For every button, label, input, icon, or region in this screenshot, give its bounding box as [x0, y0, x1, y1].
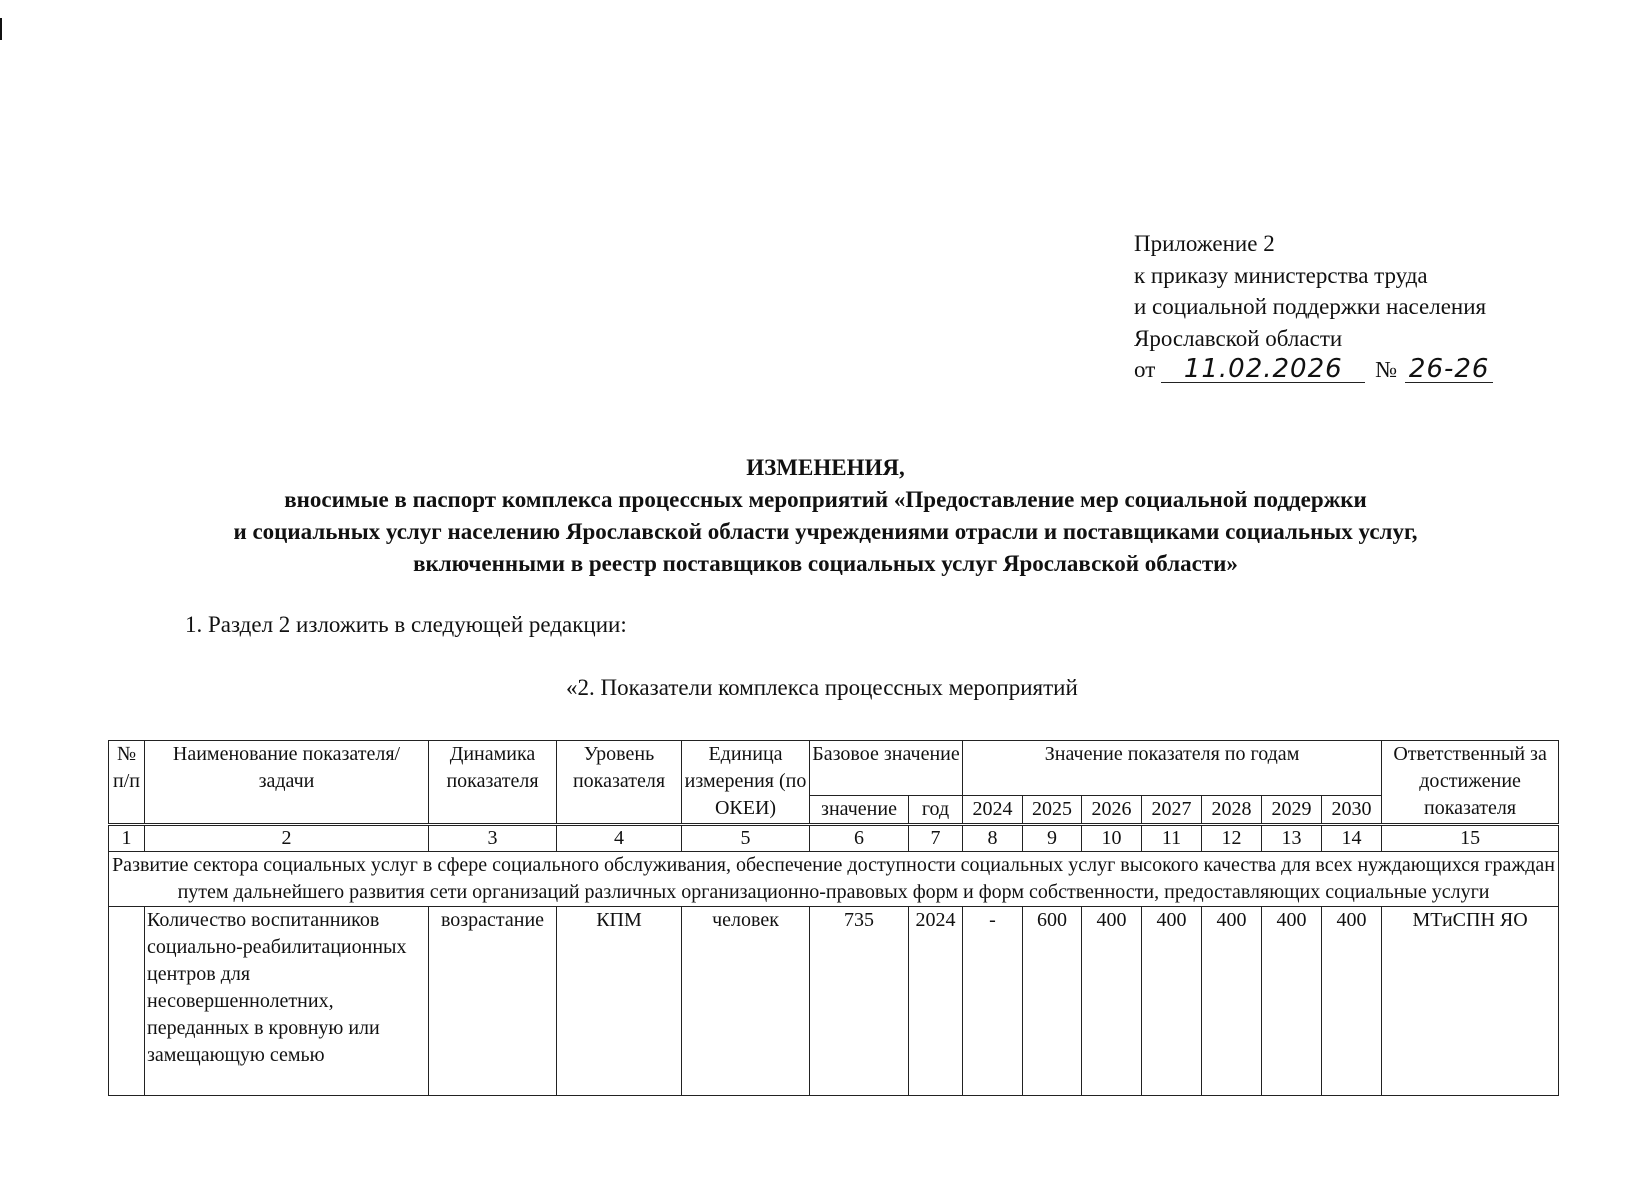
- section-title: «2. Показатели комплекса процессных мероприятий: [566, 675, 1078, 700]
- header-base-year: год: [909, 796, 963, 825]
- column-number: 10: [1082, 825, 1142, 852]
- section-row: Развитие сектора социальных услуг в сфере социального обслуживания, обеспечение доступности социальных услуг высокого качества для всех нуждающихся граждан путем дальнейшего развития сети организаций различных организационно-правовых форм и форм собственности, предоставляющих социальные услуги: [109, 852, 1559, 907]
- title-line-4: включенными в реестр поставщиков социальных услуг Ярославской области»: [413, 551, 1238, 576]
- appendix-line-3: и социальной поддержки населения: [1134, 294, 1487, 319]
- column-number: 11: [1142, 825, 1202, 852]
- row-name: Количество воспитанников социально-реабилитационных центров для несовершеннолетних, переданных в кровную или замещающую семью: [145, 907, 429, 1096]
- header-responsible: Ответственный за достижение показателя: [1382, 741, 1559, 825]
- indicators-table: [108, 740, 1559, 1096]
- column-number: 3: [429, 825, 557, 852]
- column-number: 13: [1262, 825, 1322, 852]
- appendix-block: [1134, 228, 1493, 386]
- row-value-2025: 600: [1023, 907, 1082, 1096]
- row-base-year: 2024: [909, 907, 963, 1096]
- header-base: Базовое значение: [810, 741, 963, 796]
- row-value-2030: 400: [1322, 907, 1382, 1096]
- title-line-2: вносимые в паспорт комплекса процессных мероприятий «Предоставление мер социальной поддержки: [284, 487, 1367, 512]
- appendix-date-line: [1134, 354, 1493, 386]
- appendix-line-4: Ярославской области: [1134, 325, 1343, 351]
- row-value-2028: 400: [1202, 907, 1262, 1096]
- row-value-2026: 400: [1082, 907, 1142, 1096]
- date-prefix: от: [1134, 357, 1156, 382]
- header-year-2030: 2030: [1322, 796, 1382, 825]
- handwritten-date: 11.02.2026: [1161, 356, 1365, 383]
- column-number: 2: [145, 825, 429, 852]
- column-number: 7: [909, 825, 963, 852]
- header-year-2029: 2029: [1262, 796, 1322, 825]
- column-number-row: [109, 825, 1559, 852]
- column-number: 9: [1023, 825, 1082, 852]
- header-unit: Единица измерения (по ОКЕИ): [682, 741, 810, 825]
- header-num: № п/п: [109, 741, 145, 825]
- row-level: КПМ: [557, 907, 682, 1096]
- row-num: [109, 907, 145, 1096]
- header-year-2024: 2024: [963, 796, 1023, 825]
- row-responsible: МТиСПН ЯО: [1382, 907, 1559, 1096]
- column-number: 5: [682, 825, 810, 852]
- column-number: 4: [557, 825, 682, 852]
- title-line-1: ИЗМЕНЕНИЯ,: [746, 455, 905, 480]
- column-number: 14: [1322, 825, 1382, 852]
- appendix-line-1: Приложение 2: [1134, 231, 1275, 256]
- row-base-value: 735: [810, 907, 909, 1096]
- handwritten-number: 26-26: [1405, 356, 1493, 383]
- scan-edge-mark: [0, 18, 2, 40]
- header-base-value: значение: [810, 796, 909, 825]
- number-prefix: №: [1375, 357, 1398, 382]
- header-year-2025: 2025: [1023, 796, 1082, 825]
- document-title: [0, 452, 1651, 580]
- header-values-by-year: Значение показателя по годам: [963, 741, 1382, 769]
- column-number: 8: [963, 825, 1023, 852]
- header-year-2027: 2027: [1142, 796, 1202, 825]
- row-value-2024: -: [963, 907, 1023, 1096]
- column-number: 15: [1382, 825, 1559, 852]
- header-year-2026: 2026: [1082, 796, 1142, 825]
- header-dynamics: Динамика показателя: [429, 741, 557, 825]
- table-row: [109, 907, 1559, 1096]
- row-dynamics: возрастание: [429, 907, 557, 1096]
- row-unit: человек: [682, 907, 810, 1096]
- column-number: 6: [810, 825, 909, 852]
- column-number: 1: [109, 825, 145, 852]
- header-values-spacer: [963, 768, 1382, 796]
- paragraph-1: 1. Раздел 2 изложить в следующей редакции:: [185, 612, 627, 637]
- row-value-2029: 400: [1262, 907, 1322, 1096]
- appendix-line-2: к приказу министерства труда: [1134, 262, 1428, 288]
- title-line-3: и социальных услуг населению Ярославской области учреждениями отрасли и поставщиками социальных услуг,: [233, 519, 1418, 544]
- row-value-2027: 400: [1142, 907, 1202, 1096]
- column-number: 12: [1202, 825, 1262, 852]
- header-name: Наименование показателя/задачи: [145, 741, 429, 825]
- header-year-2028: 2028: [1202, 796, 1262, 825]
- header-level: Уровень показателя: [557, 741, 682, 825]
